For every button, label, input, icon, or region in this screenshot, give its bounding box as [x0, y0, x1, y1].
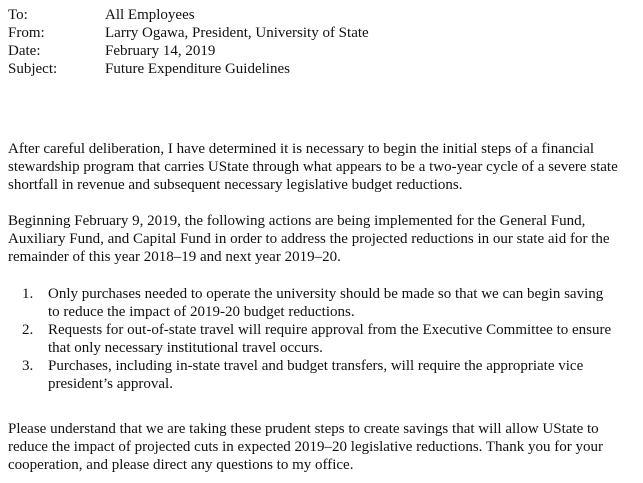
memo-subject-row: [8, 60, 638, 78]
list-item-number: 3.: [22, 358, 34, 374]
intro-paragraph: After careful deliberation, I have determined it is necessary to begin the initial steps of a financial stewardship program that carries UState through what appears to be a two-year cycle of a severe state shortfall in revenue and subsequent necessary legislative budget reductions.: [8, 141, 618, 193]
actions-list: [22, 285, 612, 393]
memo-header: [8, 6, 638, 78]
to-label: To:: [8, 7, 28, 23]
date-label: Date:: [8, 43, 41, 59]
memo-from-row: [8, 24, 638, 42]
to-value: All Employees: [105, 7, 195, 23]
from-value: Larry Ogawa, President, University of State: [105, 25, 369, 41]
list-item-text: Purchases, including in-state travel and budget transfers, will require the appropriate vice president’s approval.: [48, 358, 584, 392]
list-item: [22, 357, 612, 393]
list-item-number: 2.: [22, 322, 34, 338]
list-item-text: Only purchases needed to operate the university should be made so that we can begin saving to reduce the impact of 2019-20 budget reductions.: [48, 286, 604, 320]
subject-label: Subject:: [8, 61, 58, 77]
list-item-text: Requests for out-of-state travel will require approval from the Executive Committee to ensure that only necessary institutional travel occurs.: [48, 322, 612, 356]
from-label: From:: [8, 25, 45, 41]
memo-document: [8, 6, 638, 473]
memo-to-row: [8, 6, 638, 24]
list-item: [22, 285, 612, 321]
list-item-number: 1.: [22, 286, 34, 302]
subject-value: Future Expenditure Guidelines: [105, 61, 290, 77]
date-value: February 14, 2019: [105, 43, 216, 59]
closing-paragraph: Please understand that we are taking these prudent steps to create savings that will allow UState to reduce the impact of projected cuts in expected 2019–20 legislative reductions. Thank you for your cooperation, and please direct any questions to my office.: [8, 421, 603, 473]
memo-date-row: [8, 42, 638, 60]
actions-intro-paragraph: Beginning February 9, 2019, the following actions are being implemented for the General Fund, Auxiliary Fund, and Capital Fund in order to address the projected reductions in our state aid for the remainder of this year 2018–19 and next year 2019–20.: [8, 213, 610, 265]
list-item: [22, 321, 612, 357]
